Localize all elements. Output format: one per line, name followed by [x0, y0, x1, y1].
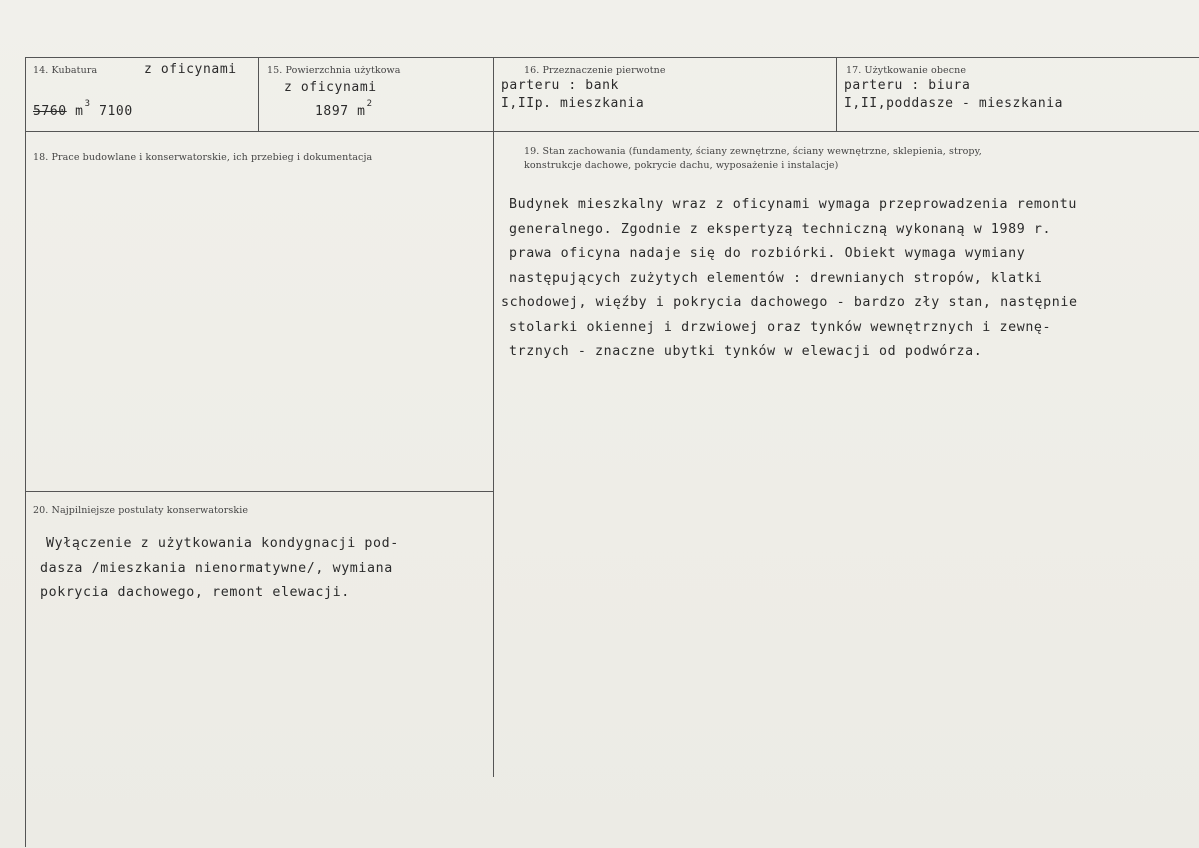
field-19-text-line: stolarki okiennej i drzwiowej oraz tynków wewnętrznych i zewnę- — [509, 319, 1052, 335]
section-18-20-rule — [25, 491, 493, 492]
field-19-text-line: następujących zużytych elementów : drewnianych stropów, klatki — [509, 270, 1043, 286]
field-14-unit: m — [75, 104, 84, 119]
divider-16-17 — [836, 57, 837, 131]
field-17-label: 17. Użytkowanie obecne — [846, 65, 967, 76]
divider-14-15 — [258, 57, 259, 131]
field-18-label: 18. Prace budowlane i konserwatorskie, ich przebieg i dokumentacja — [33, 152, 373, 163]
field-20-label: 20. Najpilniejsze postulaty konserwatorskie — [33, 505, 249, 516]
field-19-text — [501, 193, 1078, 365]
field-15-value-row — [315, 99, 373, 119]
field-16-line-2: I,IIp. mieszkania — [501, 96, 645, 111]
field-14-value: 7100 — [99, 104, 133, 119]
field-19-text-line: generalnego. Zgodnie z ekspertyzą techniczną wykonaną w 1989 r. — [509, 221, 1052, 237]
field-19-text-line: Budynek mieszkalny wraz z oficynami wymaga przeprowadzenia remontu — [509, 197, 1077, 212]
field-20-text-line: pokrycia dachowego, remont elewacji. — [40, 585, 350, 600]
field-16-label: 16. Przeznaczenie pierwotne — [524, 65, 666, 76]
field-14-old-value: 5760 — [33, 104, 67, 119]
left-border — [25, 57, 26, 847]
field-15-label: 15. Powierzchnia użytkowa — [267, 65, 401, 76]
header-row-rule — [25, 131, 1199, 132]
field-14-value-row — [33, 99, 133, 119]
field-20-text-line: dasza /mieszkania nienormatywne/, wymiana — [40, 560, 393, 576]
field-19-label-line-1: 19. Stan zachowania (fundamenty, ściany zewnętrzne, ściany wewnętrzne, sklepienia, stropy, — [524, 146, 982, 157]
field-20-text — [40, 532, 399, 606]
field-20-text-line: Wyłączenie z użytkowania kondygnacji pod- — [46, 536, 399, 551]
field-15-note: z oficynami — [284, 80, 377, 95]
field-19-text-line: schodowej, więźby i pokrycia dachowego - bardzo zły stan, następnie — [501, 295, 1078, 310]
top-rule — [25, 57, 1199, 58]
field-16-line-1: parteru : bank — [501, 78, 619, 93]
field-17-line-1: parteru : biura — [844, 78, 971, 93]
field-14-note: z oficynami — [144, 62, 237, 77]
main-column-divider — [493, 57, 494, 777]
field-14-label: 14. Kubatura — [33, 65, 98, 76]
field-15-value: 1897 — [315, 104, 349, 119]
field-15-unit: m — [357, 104, 366, 119]
field-19-text-line: prawa oficyna nadaje się do rozbiórki. Obiekt wymaga wymiany — [509, 246, 1026, 261]
field-19-text-line: trznych - znaczne ubytki tynków w elewacji od podwórza. — [509, 344, 983, 359]
field-17-line-2: I,II,poddasze - mieszkania — [844, 96, 1064, 111]
field-15-unit-exponent: 2 — [366, 99, 373, 109]
field-19-label-line-2: konstrukcje dachowe, pokrycie dachu, wyposażenie i instalacje) — [524, 160, 839, 171]
field-14-unit-exponent: 3 — [84, 99, 91, 109]
